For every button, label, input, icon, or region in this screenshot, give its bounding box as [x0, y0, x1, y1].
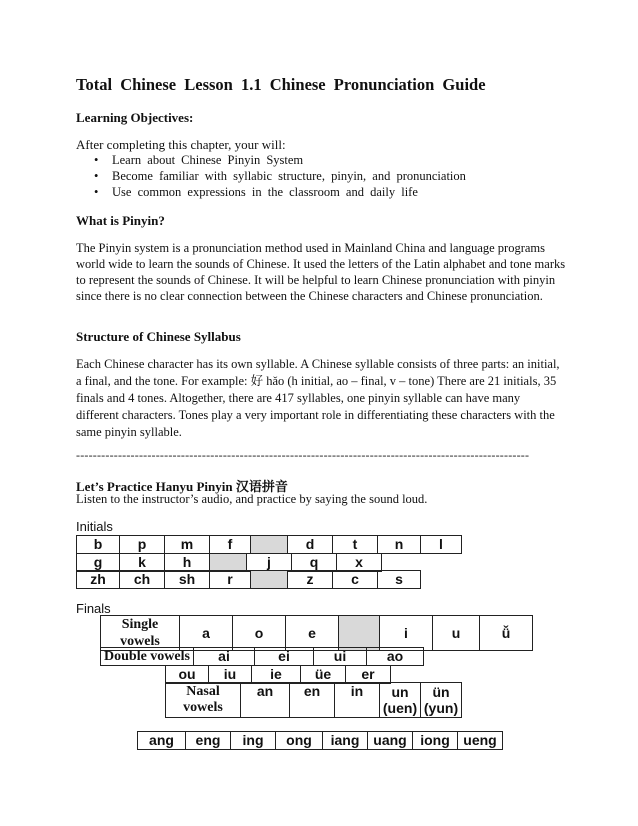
- initials-row-3: [76, 570, 421, 589]
- final-cell[interactable]: ong: [276, 732, 323, 750]
- initial-cell[interactable]: c: [333, 571, 378, 589]
- initial-cell[interactable]: f: [210, 536, 251, 554]
- final-cell[interactable]: ün (yun): [421, 683, 462, 718]
- final-cell[interactable]: eng: [186, 732, 231, 750]
- initial-cell[interactable]: r: [210, 571, 251, 589]
- initial-cell[interactable]: l: [421, 536, 462, 554]
- finals-label: Finals: [76, 601, 111, 616]
- initial-cell[interactable]: b: [77, 536, 120, 554]
- final-cell[interactable]: ǚ: [480, 616, 533, 651]
- objective-item: • Become familiar with syllabic structure, pinyin, and pronunciation: [94, 168, 466, 184]
- initial-cell[interactable]: m: [165, 536, 210, 554]
- nasal-ng-row: [137, 731, 503, 750]
- final-cell[interactable]: i: [380, 616, 433, 651]
- final-cell[interactable]: un (uen): [380, 683, 421, 718]
- final-cell[interactable]: an: [241, 683, 290, 718]
- initial-cell[interactable]: g: [77, 554, 120, 572]
- final-cell[interactable]: ai: [194, 648, 255, 666]
- initial-cell[interactable]: n: [378, 536, 421, 554]
- page-title: Total Chinese Lesson 1.1 Chinese Pronunciation Guide: [76, 75, 486, 94]
- objectives-list: [94, 152, 466, 200]
- nasal-vowels-row: [165, 682, 462, 718]
- final-cell[interactable]: ui: [314, 648, 367, 666]
- initial-cell[interactable]: t: [333, 536, 378, 554]
- final-cell[interactable]: o: [233, 616, 286, 651]
- initial-cell[interactable]: d: [288, 536, 333, 554]
- initial-empty-cell: [251, 536, 288, 554]
- objectives-heading: Learning Objectives:: [76, 110, 194, 125]
- pinyin-paragraph: The Pinyin system is a pronunciation method used in Mainland China and language programs world wide to learn the sounds of Chinese. It used the letters of the Latin alphabet and tone marks to represent the sounds of Chinese. It will be helpful to learn Chinese pronunciation with pinyin since there is no clear connection between the Chinese characters and Chinese pronunciation.: [76, 241, 566, 303]
- final-cell[interactable]: ie: [252, 666, 301, 684]
- structure-paragraph: Each Chinese character has its own syllable. A Chinese syllable consists of three parts: an initial, a final, and the tone. For example: 好 hǎo (h initial, ao – final, v – tone) There are 21 initials, 35 finals and 4 tones. Altogether, there are 417 syllables, one pinyin syllable can have many different characters. Tones play a very important role in differentiating these characters with the same pinyin syllable.: [76, 357, 560, 439]
- final-cell[interactable]: iang: [323, 732, 368, 750]
- practice-instruction: Listen to the instructor’s audio, and practice by saying the sound loud.: [76, 492, 428, 506]
- single-vowels-row: [100, 615, 533, 651]
- initials-label: Initials: [76, 519, 113, 534]
- double-vowels-row-1: [100, 647, 424, 666]
- objective-item: • Learn about Chinese Pinyin System: [94, 152, 466, 168]
- initials-row-1: [76, 535, 462, 554]
- final-empty-cell: [339, 616, 380, 651]
- double-vowels-label: Double vowels: [101, 648, 194, 666]
- single-vowels-label: Single vowels: [101, 616, 180, 651]
- final-cell[interactable]: a: [180, 616, 233, 651]
- initial-cell[interactable]: ch: [120, 571, 165, 589]
- objectives-intro: After completing this chapter, your will:: [76, 137, 286, 152]
- initial-cell[interactable]: zh: [77, 571, 120, 589]
- final-cell[interactable]: iu: [209, 666, 252, 684]
- initial-cell[interactable]: p: [120, 536, 165, 554]
- initial-empty-cell: [210, 554, 247, 572]
- final-cell[interactable]: uang: [368, 732, 413, 750]
- final-cell[interactable]: er: [346, 666, 391, 684]
- practice-heading: Let’s Practice Hanyu Pinyin 汉语拼音: [76, 479, 288, 494]
- final-cell[interactable]: u: [433, 616, 480, 651]
- final-cell[interactable]: ou: [166, 666, 209, 684]
- objective-item: • Use common expressions in the classroom and daily life: [94, 184, 466, 200]
- pinyin-heading: What is Pinyin?: [76, 213, 165, 228]
- initial-cell[interactable]: z: [288, 571, 333, 589]
- initial-cell[interactable]: k: [120, 554, 165, 572]
- initial-empty-cell: [251, 571, 288, 589]
- final-cell[interactable]: ing: [231, 732, 276, 750]
- final-cell[interactable]: ang: [138, 732, 186, 750]
- final-cell[interactable]: en: [290, 683, 335, 718]
- final-cell[interactable]: üe: [301, 666, 346, 684]
- nasal-vowels-label: Nasal vowels: [166, 683, 241, 718]
- initial-cell[interactable]: sh: [165, 571, 210, 589]
- divider-line: ------------------------------------------------------------------------------------------------------------: [76, 448, 530, 462]
- final-cell[interactable]: e: [286, 616, 339, 651]
- initial-cell[interactable]: j: [247, 554, 292, 572]
- final-cell[interactable]: in: [335, 683, 380, 718]
- initial-cell[interactable]: s: [378, 571, 421, 589]
- structure-heading: Structure of Chinese Syllabus: [76, 329, 241, 344]
- final-cell[interactable]: ao: [367, 648, 424, 666]
- final-cell[interactable]: iong: [413, 732, 458, 750]
- final-cell[interactable]: ueng: [458, 732, 503, 750]
- initial-cell[interactable]: x: [337, 554, 382, 572]
- initial-cell[interactable]: q: [292, 554, 337, 572]
- initial-cell[interactable]: h: [165, 554, 210, 572]
- final-cell[interactable]: ei: [255, 648, 314, 666]
